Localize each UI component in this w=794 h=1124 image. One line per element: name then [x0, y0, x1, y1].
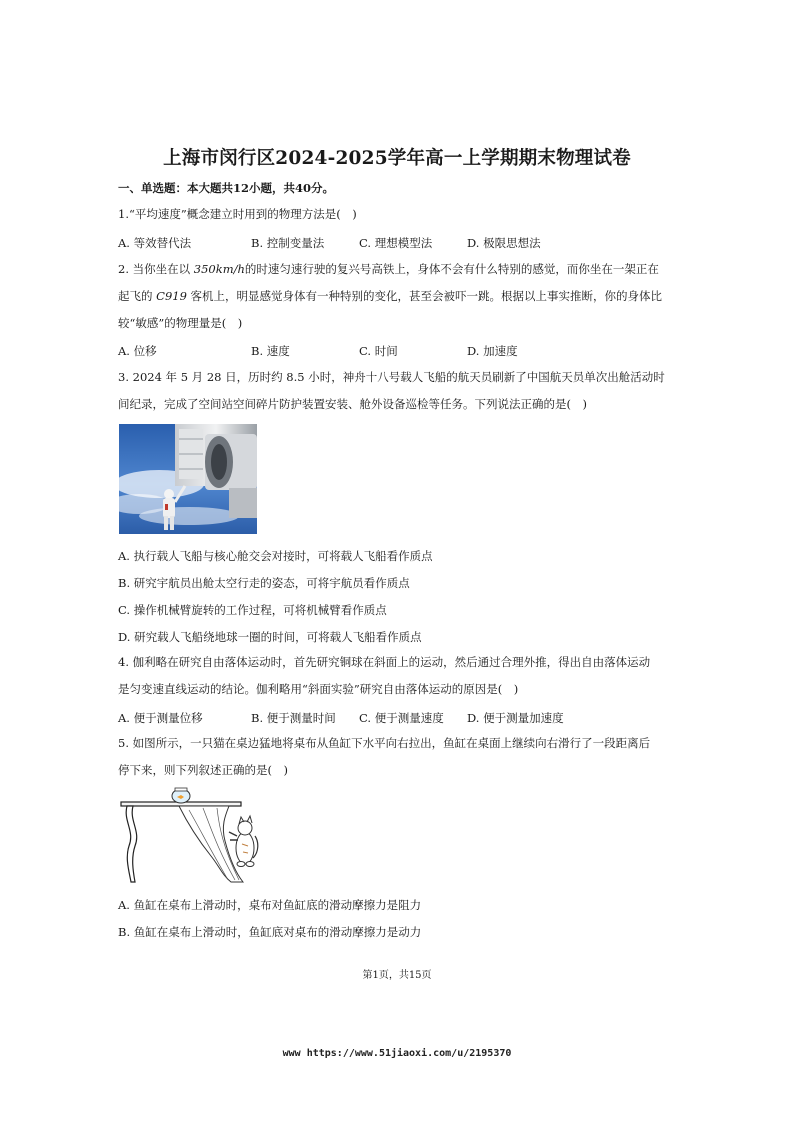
q4-option-d: D. 便于测量加速度 [467, 711, 564, 725]
q2-option-a: A. 位移 [118, 344, 157, 358]
question-4-line-1: 4. 伽利略在研究自由落体运动时，首先研究铜球在斜面上的运动，然后通过合理外推，得出自由落体运动 [118, 655, 651, 669]
page-title: 上海市闵行区2024-2025学年高一上学期期末物理试卷 [163, 148, 631, 169]
q3-option-d: D. 研究载人飞船绕地球一圈的时间，可将载人飞船看作质点 [118, 630, 422, 644]
plane-model: C919 [156, 289, 187, 303]
question-3-line-1: 3. 2024 年 5 月 28 日，历时约 8.5 小时，神舟十八号载人飞船的航天员刷新了中国航天员单次出舱活动时 [118, 370, 665, 384]
question-5 [118, 730, 678, 784]
question-5-line-2: 停下来，则下列叙述正确的是( ) [118, 763, 288, 777]
q3-option-b: B. 研究宇航员出舱太空行走的姿态，可将宇航员看作质点 [118, 576, 410, 590]
q1-option-b: B. 控制变量法 [251, 236, 325, 250]
q2-option-d: D. 加速度 [467, 344, 518, 358]
question-2 [118, 256, 678, 337]
q1-option-d: D. 极限思想法 [467, 236, 541, 250]
q5-option-b: B. 鱼缸在桌布上滑动时，鱼缸底对桌布的滑动摩擦力是动力 [118, 925, 422, 939]
q2-option-c: C. 时间 [359, 344, 398, 358]
q1-option-c: C. 理想模型法 [359, 236, 433, 250]
q3-option-a: A. 执行载人飞船与核心舱交会对接时，可将载人飞船看作质点 [118, 549, 433, 563]
question-2-line-3: 较“敏感”的物理量是( ) [118, 316, 243, 330]
question-2-line-1: 2. 当你坐在以 350km/h的时速匀速行驶的复兴号高铁上，身体不会有什么特别的感觉，而你坐在一架正在 [118, 262, 659, 276]
cat-tablecloth-figure [119, 786, 259, 886]
speed-value: 350km/h [193, 262, 245, 276]
q4-option-b: B. 便于测量时间 [251, 711, 336, 725]
page-footer: 第1页，共15页 [362, 970, 432, 981]
question-2-line-2: 起飞的 C919 客机上，明显感觉身体有一种特别的变化，甚至会被吓一跳。根据以上事实推断，你的身体比 [118, 289, 663, 303]
q1-option-a: A. 等效替代法 [118, 236, 192, 250]
q3-option-c: C. 操作机械臂旋转的工作过程，可将机械臂看作质点 [118, 603, 387, 617]
space-station-photo [119, 424, 257, 534]
q4-option-c: C. 便于测量速度 [359, 711, 444, 725]
question-4 [118, 649, 678, 703]
question-3 [118, 364, 678, 418]
question-3-line-2: 间纪录，完成了空间站空间碎片防护装置安装、舱外设备巡检等任务。下列说法正确的是( ) [118, 397, 587, 411]
q2-option-b: B. 速度 [251, 344, 290, 358]
question-5-line-1: 5. 如图所示，一只猫在桌边猛地将桌布从鱼缸下水平向右拉出，鱼缸在桌面上继续向右滑行了一段距离后 [118, 736, 651, 750]
question-4-line-2: 是匀变速直线运动的结论。伽利略用“斜面实验”研究自由落体运动的原因是( ) [118, 682, 519, 696]
q5-option-a: A. 鱼缸在桌布上滑动时，桌布对鱼缸底的滑动摩擦力是阻力 [118, 898, 422, 912]
watermark-url: www https://www.51jiaoxi.com/u/2195370 [282, 1048, 512, 1059]
question-1 [118, 201, 678, 228]
section-heading: 一、单选题：本大题共12小题，共40分。 [118, 181, 335, 195]
q4-option-a: A. 便于测量位移 [118, 711, 203, 725]
question-1-stem: 1.“平均速度”概念建立时用到的物理方法是( ) [118, 207, 357, 221]
